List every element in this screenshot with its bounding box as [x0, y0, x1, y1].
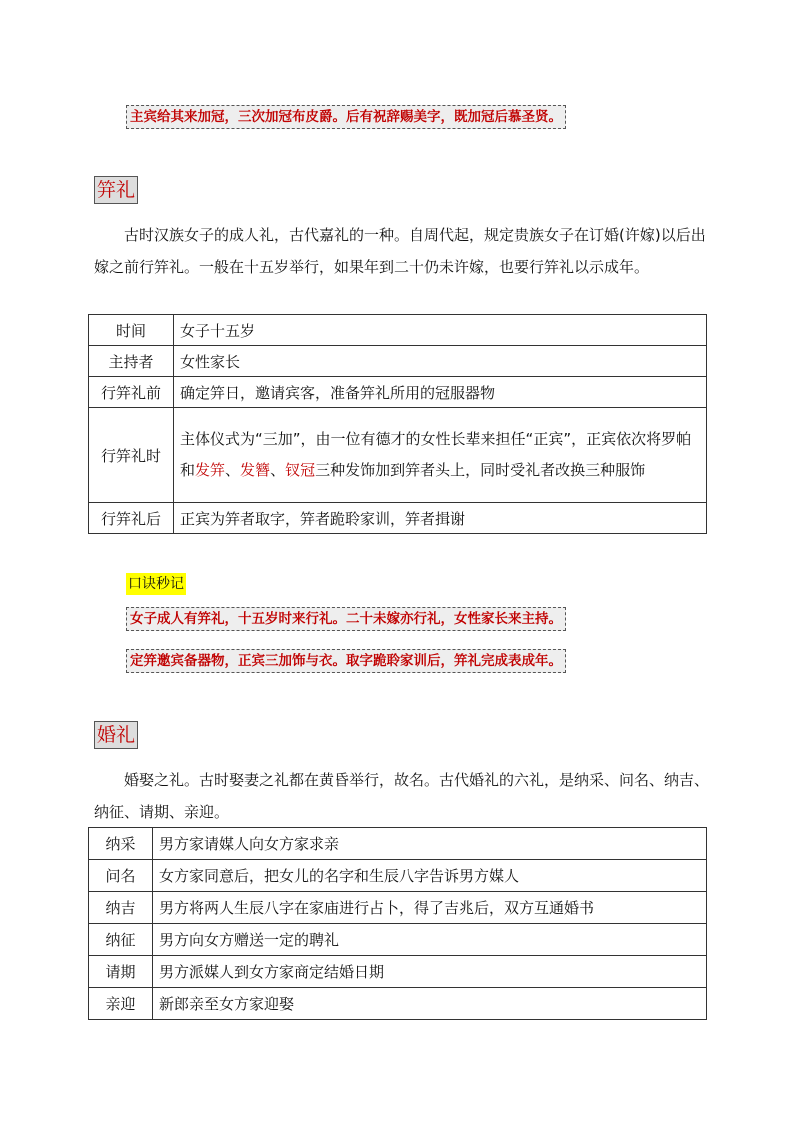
table-value: 新郎亲至女方家迎娶: [153, 988, 707, 1020]
table-value: 女性家长: [174, 346, 707, 377]
separator: 、: [225, 461, 241, 479]
value-text: 三种发饰加到笄者头上，同时受礼者改换三种服饰: [315, 461, 646, 479]
table-value: 女方家同意后，把女儿的名字和生辰八字告诉男方媒人: [153, 860, 707, 892]
table-value: [174, 408, 707, 503]
table-row: [89, 503, 707, 534]
table-key: 问名: [89, 860, 153, 892]
table-row: [89, 346, 707, 377]
table-key: 时间: [89, 315, 174, 346]
table-row: [89, 828, 707, 860]
mnemonic-line: 定笄邀宾备器物，正宾三加饰与衣。取字跪聆家训后，笄礼完成表成年。: [126, 649, 566, 673]
table-row: [89, 988, 707, 1020]
table-row: [89, 924, 707, 956]
section-heading-jili: 笄礼: [94, 176, 138, 204]
mnemonic-label: 口诀秒记: [126, 573, 186, 595]
table-value: 男方将两人生辰八字在家庙进行占卜，得了吉兆后，双方互通婚书: [153, 892, 707, 924]
table-value: 确定笄日，邀请宾客，准备笄礼所用的冠服器物: [174, 377, 707, 408]
table-key: 纳采: [89, 828, 153, 860]
table-key: 亲迎: [89, 988, 153, 1020]
hunli-intro-paragraph: 婚娶之礼。古时娶妻之礼都在黄昏举行，故名。古代婚礼的六礼，是纳采、问名、纳吉、纳征、请期、亲迎。: [94, 771, 710, 821]
table-value: 女子十五岁: [174, 315, 707, 346]
table-key: 行笄礼前: [89, 377, 174, 408]
table-key: 主持者: [89, 346, 174, 377]
highlight-fazan: 发簪: [240, 461, 271, 479]
section-heading-hunli: 婚礼: [94, 721, 138, 749]
jili-intro-paragraph: 古时汉族女子的成人礼，古代嘉礼的一种。自周代起，规定贵族女子在订婚(许嫁)以后出嫁之前行笄礼。一般在十五岁举行，如果年到二十仍未许嫁，也要行笄礼以示成年。: [94, 226, 706, 276]
mnemonic-line: 女子成人有笄礼，十五岁时来行礼。二十未嫁亦行礼，女性家长来主持。: [126, 607, 566, 631]
table-row: [89, 408, 707, 503]
top-motto: 主宾给其来加冠，三次加冠布皮爵。后有祝辞赐美字，既加冠后慕圣贤。: [126, 105, 566, 129]
table-row: [89, 315, 707, 346]
hunli-table: [88, 827, 707, 1020]
table-row: [89, 956, 707, 988]
table-key: 纳吉: [89, 892, 153, 924]
table-key: 行笄礼时: [89, 408, 174, 503]
separator: 、: [270, 461, 286, 479]
table-row: [89, 892, 707, 924]
table-key: 纳征: [89, 924, 153, 956]
table-value: 正宾为笄者取字，笄者跪聆家训，笄者揖谢: [174, 503, 707, 534]
table-key: 行笄礼后: [89, 503, 174, 534]
table-value: 男方派媒人到女方家商定结婚日期: [153, 956, 707, 988]
jili-table: [88, 314, 707, 534]
table-row: [89, 377, 707, 408]
value-text: 主体仪式为“三加”，由一位有德才的女性长辈来担任“正宾”，正宾依次将罗帕和: [180, 430, 692, 479]
table-value: 男方向女方赠送一定的聘礼: [153, 924, 707, 956]
table-value: 男方家请媒人向女方家求亲: [153, 828, 707, 860]
table-row: [89, 860, 707, 892]
table-key: 请期: [89, 956, 153, 988]
highlight-chaiguan: 钗冠: [285, 461, 316, 479]
highlight-fajì: 发笄: [195, 461, 226, 479]
